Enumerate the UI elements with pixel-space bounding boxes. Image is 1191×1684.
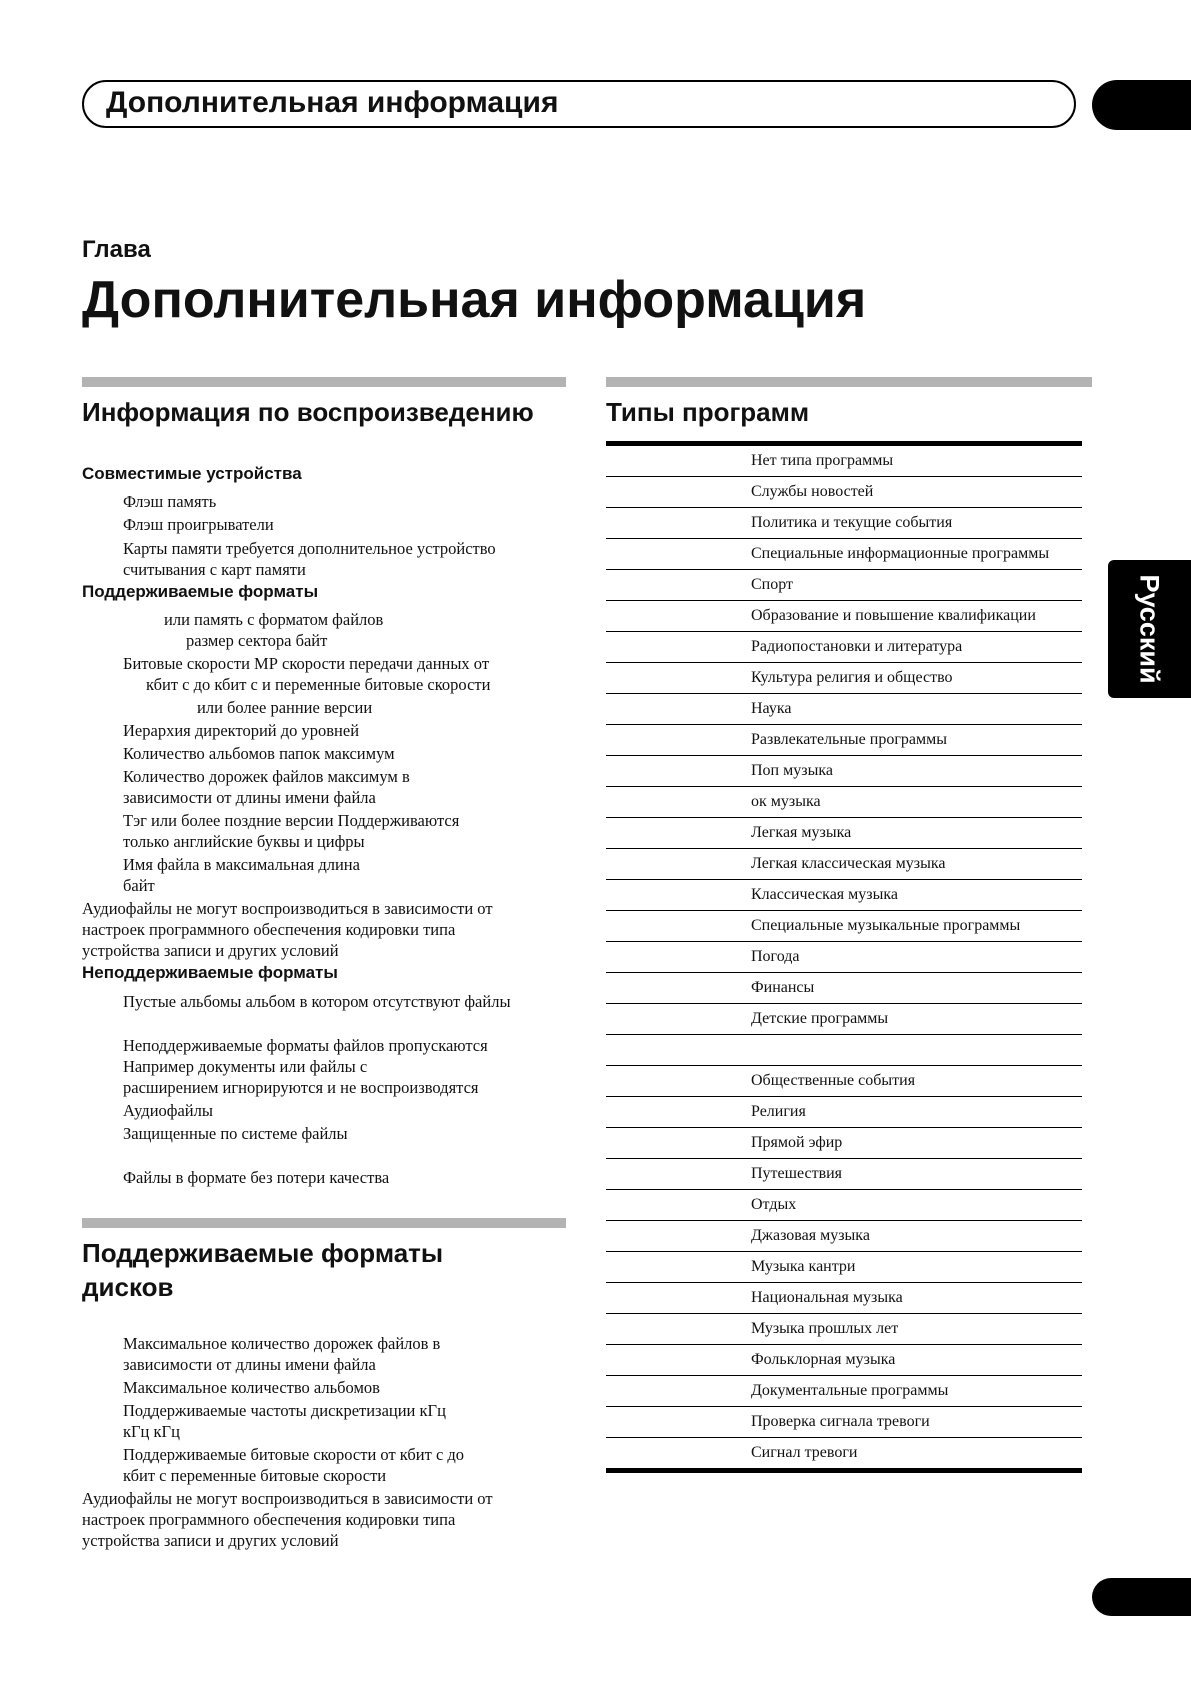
program-type-label: Прямой эфир — [751, 1134, 843, 1151]
section-bar-playback — [82, 377, 566, 387]
program-type-label: Легкая музыка — [751, 824, 852, 841]
program-type-label: Отдых — [751, 1196, 797, 1213]
text-line: или более ранние версии — [197, 698, 373, 717]
text-line: Например документы или файлы с — [123, 1057, 368, 1076]
text-line: расширением игнорируются и не воспроизводятся — [123, 1078, 479, 1097]
program-type-label: Классическая музыка — [751, 886, 898, 903]
subheading-supported: Поддерживаемые форматы — [82, 582, 319, 601]
subheading-unsupported: Неподдерживаемые форматы — [82, 963, 338, 982]
program-type-label: ок музыка — [751, 793, 821, 810]
text-line: Битовые скорости МР скорости передачи данных от — [123, 654, 490, 673]
program-type-row — [606, 601, 1082, 632]
chapter-label: Глава — [82, 236, 151, 263]
section-bar-disc-formats — [82, 1218, 566, 1228]
program-type-row — [606, 663, 1082, 694]
program-type-row — [606, 1066, 1082, 1097]
program-type-label: Документальные программы — [751, 1382, 949, 1399]
program-type-row — [606, 446, 1082, 477]
chapter-title: Дополнительная информация — [82, 271, 867, 329]
text-line: Карты памяти требуется дополнительное устройство — [123, 539, 496, 558]
section-heading-program-types: Типы программ — [606, 397, 810, 427]
program-type-row — [606, 1407, 1082, 1438]
program-type-label: Джазовая музыка — [751, 1227, 870, 1244]
text-line: Максимальное количество альбомов — [123, 1378, 380, 1397]
subheading-compatible: Совместимые устройства — [82, 464, 302, 483]
program-type-row — [606, 1376, 1082, 1407]
section-heading-disc-formats-line2: дисков — [82, 1272, 174, 1302]
program-type-row — [606, 756, 1082, 787]
note-line: Аудиофайлы не могут воспроизводиться в зависимости от — [82, 1489, 493, 1508]
program-type-row — [606, 694, 1082, 725]
program-type-label: Национальная музыка — [751, 1289, 903, 1306]
text-line: Поддерживаемые битовые скорости от кбит с до — [123, 1445, 465, 1464]
language-tab — [1108, 560, 1191, 698]
text-line: Флэш память — [123, 492, 217, 511]
program-type-row — [606, 539, 1082, 570]
program-type-label: Образование и повышение квалификации — [751, 607, 1036, 624]
text-line: Аудиофайлы — [123, 1101, 213, 1120]
program-type-row — [606, 725, 1082, 756]
program-type-label: Детские программы — [751, 1010, 889, 1027]
program-type-row — [606, 849, 1082, 880]
text-line: кГц кГц — [123, 1422, 180, 1441]
text-line: только английские буквы и цифры — [123, 832, 365, 851]
program-type-label: Развлекательные программы — [751, 731, 947, 748]
text-line: Иерархия директорий до уровней — [123, 721, 360, 740]
header-banner — [82, 80, 1076, 128]
language-tab-label: Русский — [1134, 574, 1165, 684]
program-type-row — [606, 1438, 1082, 1469]
program-type-row — [606, 1190, 1082, 1221]
program-type-label: Общественные события — [751, 1072, 916, 1089]
text-line: байт — [123, 876, 155, 895]
text-line: зависимости от длины имени файла — [123, 788, 376, 807]
program-type-label: Поп музыка — [751, 762, 833, 779]
text-line: Количество альбомов папок максимум — [123, 744, 395, 763]
program-type-row — [606, 1252, 1082, 1283]
program-type-label: Службы новостей — [751, 483, 874, 500]
text-line: или память с форматом файлов — [164, 610, 384, 629]
program-type-label: Радиопостановки и литература — [751, 638, 963, 655]
program-type-row — [606, 632, 1082, 663]
program-type-row — [606, 942, 1082, 973]
program-type-label: Спорт — [751, 576, 794, 593]
header-black-tab — [1092, 80, 1191, 130]
program-type-row — [606, 973, 1082, 1004]
text-line: считывания с карт памяти — [123, 560, 306, 579]
program-type-label: Специальные информационные программы — [751, 545, 1050, 562]
program-type-label: Религия — [751, 1103, 806, 1120]
section-bar-program-types — [606, 377, 1092, 387]
program-type-label: Музыка кантри — [751, 1258, 856, 1275]
text-line: Флэш проигрыватели — [123, 515, 274, 534]
program-type-row — [606, 818, 1082, 849]
program-type-row — [606, 1221, 1082, 1252]
program-type-row — [606, 1035, 1082, 1066]
program-type-label: Музыка прошлых лет — [751, 1320, 899, 1337]
program-type-row — [606, 787, 1082, 818]
program-type-label: Путешествия — [751, 1165, 843, 1182]
program-type-row — [606, 1283, 1082, 1314]
program-type-row — [606, 477, 1082, 508]
program-type-row — [606, 911, 1082, 942]
table-bottom-rule — [606, 1468, 1082, 1473]
text-line: Неподдерживаемые форматы файлов пропускаются — [123, 1036, 488, 1055]
text-line: Количество дорожек файлов максимум в — [123, 767, 410, 786]
program-type-row — [606, 1345, 1082, 1376]
program-type-label: Легкая классическая музыка — [751, 855, 946, 872]
program-type-label: Культура религия и общество — [751, 669, 953, 686]
program-type-row — [606, 1159, 1082, 1190]
program-type-label: Погода — [751, 948, 800, 965]
page-number-tab — [1092, 1578, 1191, 1616]
text-line: кбит с переменные битовые скорости — [123, 1466, 387, 1485]
program-type-row — [606, 1004, 1082, 1035]
text-line: кбит с до кбит с и переменные битовые скорости — [146, 675, 491, 694]
program-type-row — [606, 570, 1082, 601]
text-line: Тэг или более поздние версии Поддерживаются — [123, 811, 460, 830]
program-type-label: Нет типа программы — [751, 452, 894, 469]
text-line: Файлы в формате без потери качества — [123, 1168, 390, 1187]
text-line: размер сектора байт — [186, 631, 328, 650]
text-line: зависимости от длины имени файла — [123, 1355, 376, 1374]
text-line: Имя файла в максимальная длина — [123, 855, 360, 874]
program-type-label: Наука — [751, 700, 792, 717]
note-line: Аудиофайлы не могут воспроизводиться в зависимости от — [82, 899, 493, 918]
program-type-label: Сигнал тревоги — [751, 1444, 858, 1461]
text-line: Поддерживаемые частоты дискретизации кГц — [123, 1401, 446, 1420]
program-type-row — [606, 508, 1082, 539]
text-line: Максимальное количество дорожек файлов в — [123, 1334, 441, 1353]
note-line: устройства записи и других условий — [82, 941, 339, 960]
note-line: устройства записи и других условий — [82, 1531, 339, 1550]
program-type-label: Финансы — [751, 979, 815, 996]
note-line: настроек программного обеспечения кодировки типа — [82, 920, 456, 939]
section-heading-disc-formats-line1: Поддерживаемые форматы — [82, 1238, 444, 1268]
text-line: Пустые альбомы альбом в котором отсутствуют файлы — [123, 992, 511, 1011]
section-heading-playback: Информация по воспроизведению — [82, 397, 534, 427]
header-title: Дополнительная информация — [106, 86, 559, 119]
program-type-row — [606, 1097, 1082, 1128]
program-type-label: Политика и текущие события — [751, 514, 953, 531]
program-type-row — [606, 880, 1082, 911]
program-type-label: Проверка сигнала тревоги — [751, 1413, 930, 1430]
note-line: настроек программного обеспечения кодировки типа — [82, 1510, 456, 1529]
text-line: Защищенные по системе файлы — [123, 1124, 348, 1143]
program-type-row — [606, 1128, 1082, 1159]
program-type-label: Фольклорная музыка — [751, 1351, 896, 1368]
program-type-label: Специальные музыкальные программы — [751, 917, 1021, 934]
program-type-row — [606, 1314, 1082, 1345]
